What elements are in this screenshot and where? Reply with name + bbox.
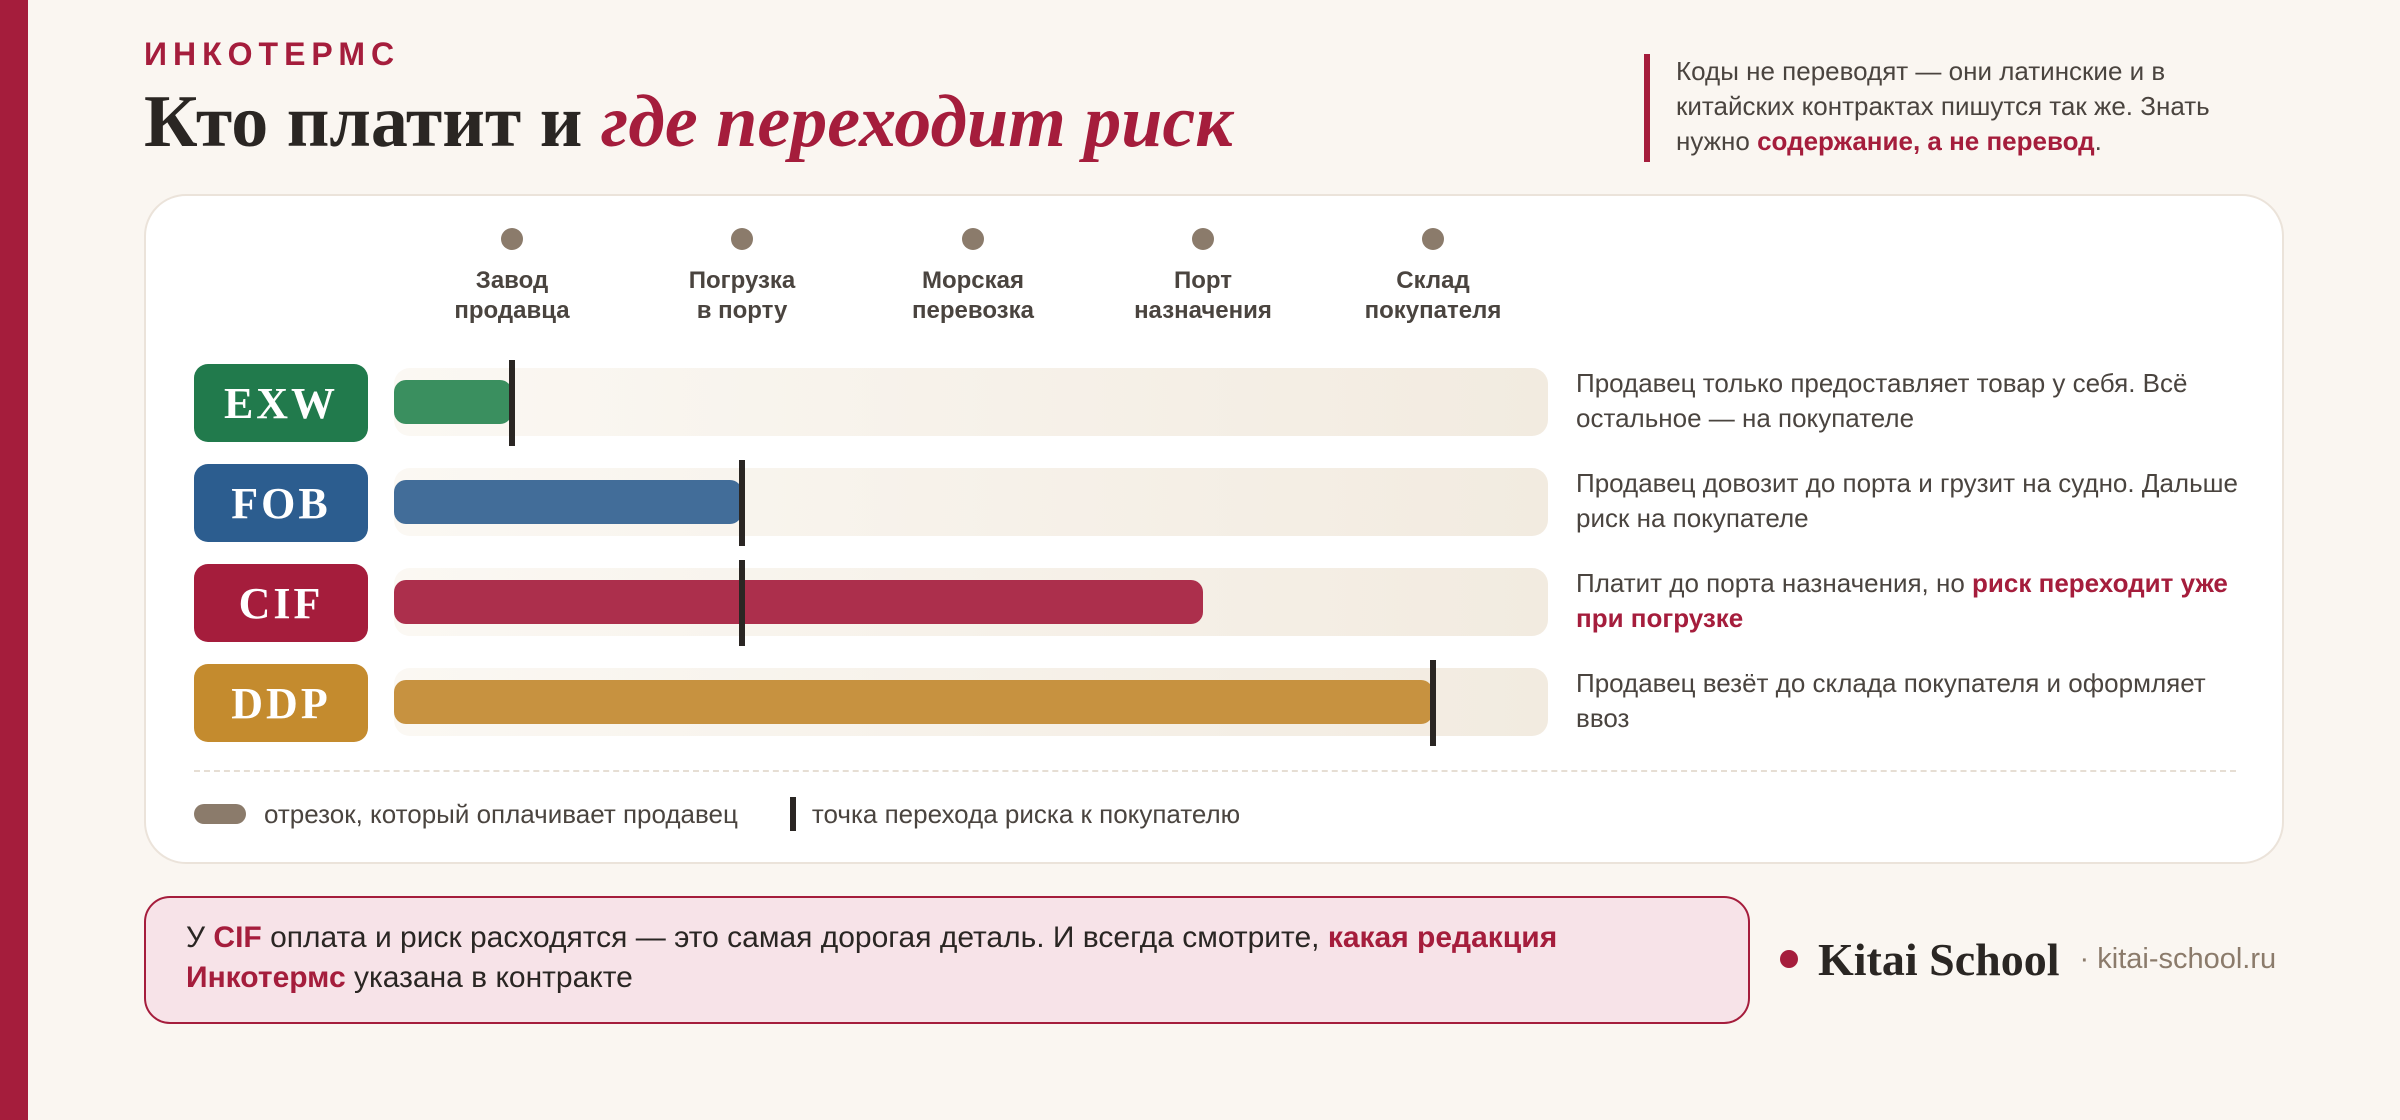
stage-5 xyxy=(1343,228,1523,326)
stage-label: Порт назначения xyxy=(1134,267,1272,324)
term-row-cif xyxy=(146,564,2286,644)
legend-risk-point: точка перехода риска к покупателю xyxy=(811,798,1241,829)
term-badge: CIF xyxy=(194,564,368,642)
description-highlight: риск переходит уже при погрузке xyxy=(1576,568,2228,633)
brand-dot-icon xyxy=(1780,950,1798,968)
risk-point-swatch xyxy=(790,797,796,831)
cif-warning-callout xyxy=(144,896,1750,1024)
description-text: Продавец везёт до склада покупателя и оформляет ввоз xyxy=(1576,668,2206,733)
stage-dot-icon xyxy=(1422,228,1444,250)
stage-4 xyxy=(1113,228,1293,326)
seller-pays-bar xyxy=(394,380,512,424)
stage-1 xyxy=(422,228,602,326)
stage-label: Склад покупателя xyxy=(1364,267,1502,324)
route-track xyxy=(394,368,1548,436)
stage-label: Завод продавца xyxy=(454,267,570,324)
stage-label: Погрузка в порту xyxy=(688,267,796,324)
brand-name: Kitai School xyxy=(1818,933,2060,985)
term-row-exw xyxy=(146,364,2286,444)
risk-transfer-marker xyxy=(1430,660,1436,746)
risk-transfer-marker xyxy=(739,460,745,546)
description-text: Платит до порта назначения, но xyxy=(1576,568,1973,598)
seller-pays-bar xyxy=(394,580,1203,624)
incoterms-diagram-card xyxy=(144,194,2284,864)
legend-divider xyxy=(194,770,2236,772)
note-text: Коды не переводят — они латинские и в китайских контрактах пишутся так же. Знать нужно xyxy=(1676,56,2210,156)
stage-dot-icon xyxy=(731,228,753,250)
callout-suffix: указана в контракте xyxy=(345,961,633,994)
title-plain: Кто платит и xyxy=(144,81,601,163)
term-badge: EXW xyxy=(194,364,368,442)
term-description xyxy=(1576,366,2256,436)
callout-highlight: какая редакция Инкотермс xyxy=(186,921,1558,994)
term-row-fob xyxy=(146,464,2286,544)
description-text: Продавец только предоставляет товар у себя. Всё остальное — на покупателе xyxy=(1576,368,2188,433)
callout-code: CIF xyxy=(213,921,262,954)
term-description xyxy=(1576,466,2256,536)
stage-dot-icon xyxy=(962,228,984,250)
callout-middle: оплата и риск расходятся — это самая дорогая деталь. И всегда смотрите, xyxy=(261,921,1328,954)
seller-pays-bar xyxy=(394,480,742,524)
term-description xyxy=(1576,566,2256,636)
brand xyxy=(1780,930,2276,988)
risk-transfer-marker xyxy=(739,560,745,646)
left-accent-stripe xyxy=(0,0,28,1120)
seller-pays-bar xyxy=(394,680,1433,724)
term-badge: FOB xyxy=(194,464,368,542)
title-accent: где переходит риск xyxy=(600,81,1233,163)
seller-pays-swatch xyxy=(194,804,246,824)
stage-dot-icon xyxy=(501,228,523,250)
section-kicker: ИНКОТЕРМС xyxy=(144,36,401,72)
stage-label: Морская перевозка xyxy=(912,267,1034,324)
legend-seller-pays: отрезок, который оплачивает продавец xyxy=(264,798,738,829)
note-end: . xyxy=(2094,126,2102,156)
side-note xyxy=(1644,54,2234,162)
term-description xyxy=(1576,666,2256,736)
legend xyxy=(194,794,1240,834)
note-highlight: содержание, а не перевод xyxy=(1757,126,2095,156)
stage-2 xyxy=(652,228,832,326)
risk-transfer-marker xyxy=(509,360,515,446)
page-title xyxy=(144,80,1233,165)
callout-prefix: У xyxy=(186,921,214,954)
stage-3 xyxy=(883,228,1063,326)
term-row-ddp xyxy=(146,664,2286,744)
term-badge: DDP xyxy=(194,664,368,742)
stage-dot-icon xyxy=(1192,228,1214,250)
description-text: Продавец довозит до порта и грузит на судно. Дальше риск на покупателе xyxy=(1576,468,2238,533)
brand-url[interactable]: · kitai-school.ru xyxy=(2079,942,2277,975)
